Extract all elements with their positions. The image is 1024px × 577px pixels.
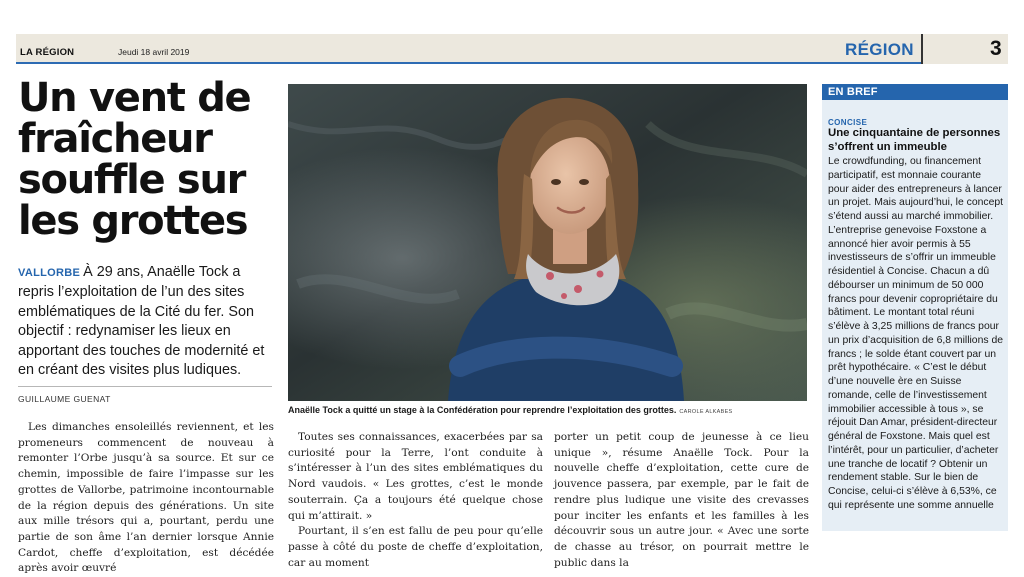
article-column-2-paragraph-1: Toutes ses connaissances, exacerbées par sa curiosité pour la Terre, l’ont conduite à s’intéresser à l’un des sites emblématiques du Nord vaudois. « Les grottes, c’est le monde souterrain. Ça a toujours été quelque chose qui m’attirait. » <box>288 431 543 522</box>
header-divider <box>921 34 923 64</box>
header-rule <box>16 62 828 64</box>
lead-text: À 29 ans, Anaëlle Tock a repris l’exploitation de l’un des sites emblématiques de la Cité du fer. Son objectif : redynamiser les lieux en apportant des touches de modernité et en créant des visites plus ludiques. <box>18 264 265 379</box>
region-section-label: RÉGION <box>845 40 914 59</box>
article-lead <box>18 263 268 380</box>
photo-credit: CAROLE ALKABES <box>679 409 733 415</box>
header-rule-right <box>827 62 923 64</box>
photo-caption <box>288 405 808 415</box>
portrait-photo-illustration <box>288 84 807 401</box>
brief-header-label: EN BREF <box>828 86 878 98</box>
issue-date: Jeudi 18 avril 2019 <box>118 47 190 57</box>
dateline: VALLORBE <box>18 267 81 279</box>
author-divider <box>18 386 272 387</box>
brief-body: Le crowdfunding, ou financement participatif, est monnaie courante pour aider des entrepreneurs à lancer un projet. Mais aujourd’hui, le concept s’étend aussi au marché immobilier. L’entreprise genevoise Foxstone a annoncé hier avoir permis à 55 investisseurs de s’offrir un immeuble résidentiel à Concise. Chacun a dû débourser un minimum de 50 000 francs pour devenir copropriétaire du bâtiment. Le montant total réuni s’élève à 3,25 millions de francs pour un prix d’acquisition de 6,8 millions de francs ; le solde étant couvert par un prêt hypothécaire. « C’est le début d’une nouvelle ère en Suisse romande, celle de l’investissement immobilier accessible à tous », se réjouit Dan Amar, président-directeur général de Foxstone. Mais quel est l’intérêt, pour un particulier, d’acheter une tranche de locatif ? Obtenir un rendement stable. Sur le bien de Concise, celui-ci s’élève à 6,53%, ce qui représente une somme annuelle <box>828 156 1004 511</box>
brief-locality: CONCISE <box>828 118 868 127</box>
article-column-2 <box>288 430 543 571</box>
article-column-2-paragraph-2: Pourtant, il s’en est fallu de peu pour qu’elle passe à côté du poste de cheffe d’exploitation, car au moment <box>288 525 543 569</box>
article-column-3: porter un petit coup de jeunesse à ce lieu unique », résume Anaëlle Tock. Pour la nouvelle cheffe d’exploitation, cette cure de jouvence passera, par exemple, par le fait de rendre plus ludique une visite des crevasses pour inciter les enfants et les familles à les découvrir sous un autre jour. « Avec une sorte de chasse au trésor, on pourrait mettre le public dans la <box>554 431 809 569</box>
article-headline: Un vent de fraîcheur souffle sur les grottes <box>18 75 251 244</box>
newspaper-section-name: LA RÉGION <box>20 47 75 58</box>
brief-title: Une cinquantaine de personnes s’offrent un immeuble <box>828 127 1001 153</box>
article-column-1: Les dimanches ensoleillés reviennent, et les promeneurs commencent de nouveau à remonter l’Orbe jusqu’à sa source. Et sur ce chemin, impossible de faire l’impasse sur les grottes de Vallorbe, patrimoine incontournable de la région depuis des générations. Un site aux mille trésors qui a, pourtant, perdu une partie de son âme l’an dernier lorsque Annie Cardot, cheffe d’exploitation, est décédée après avoir œuvré <box>18 421 274 575</box>
article-author: GUILLAUME GUENAT <box>18 394 111 404</box>
article-photo <box>288 84 807 401</box>
page-number: 3 <box>990 37 1002 60</box>
photo-caption-text: Anaëlle Tock a quitté un stage à la Confédération pour reprendre l’exploitation des grottes. <box>288 405 677 415</box>
